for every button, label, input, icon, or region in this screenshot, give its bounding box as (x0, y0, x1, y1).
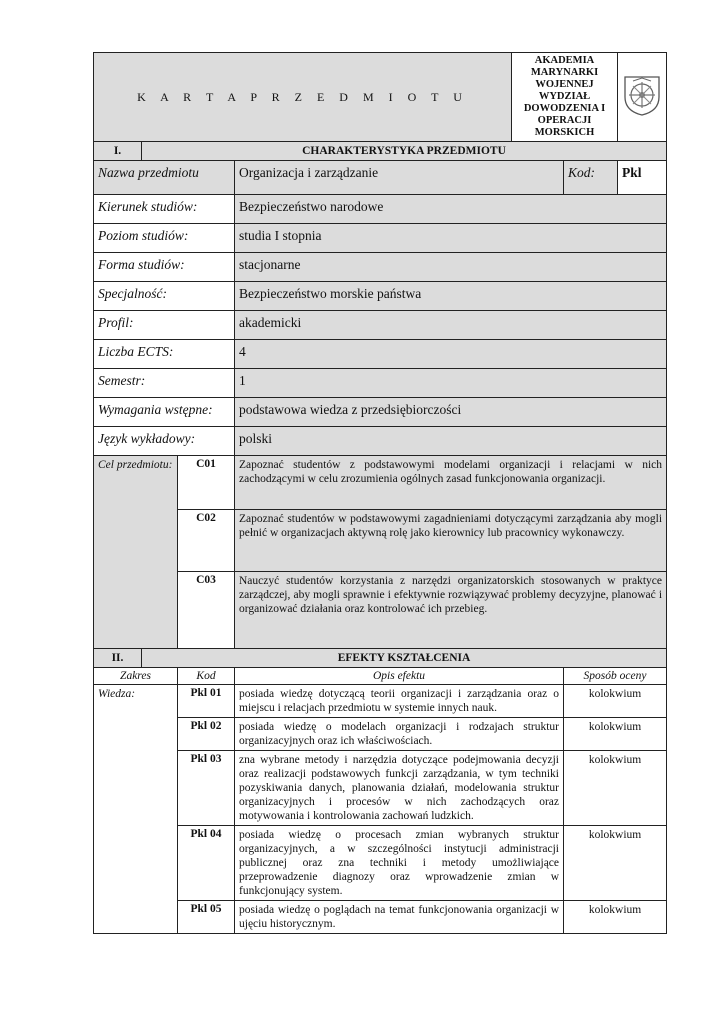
section-1-title: CHARAKTERYSTYKA PRZEDMIOTU (142, 142, 667, 161)
field-label: Specjalność: (94, 282, 235, 311)
effect-code: Pkl 04 (178, 826, 235, 901)
field-label: Profil: (94, 311, 235, 340)
goal-text: Zapoznać studentów z podstawowymi modelami organizacji i relacjami w nich zachodzącymi w celu zrozumienia ogólnych zasad funkcjonowania organizacji. (235, 456, 667, 510)
effect-text: posiada wiedzę o modelach organizacji i rodzajach struktur organizacyjnych oraz ich właściwościach. (235, 718, 564, 751)
effect-assessment: kolokwium (564, 751, 667, 826)
goal-text: Nauczyć studentów korzystania z narzędzi organizatorskich stosowanych w praktyce zarządczej, aby mogli sprawnie i efektywnie rozwiązywać problemy decyzyjne, planować i organizować działania oraz kontrolować ich przebieg. (235, 572, 667, 649)
academy-emblem (618, 53, 667, 142)
effect-code: Pkl 02 (178, 718, 235, 751)
field-value: stacjonarne (235, 253, 667, 282)
field-value: Bezpieczeństwo narodowe (235, 195, 667, 224)
code-header: Kod (178, 668, 235, 685)
institution-line-1: AKADEMIA MARYNARKI WOJENNEJ (530, 55, 599, 90)
field-label: Kierunek studiów: (94, 195, 235, 224)
course-name-value: Organizacja i zarządzanie (235, 161, 564, 195)
field-value: akademicki (235, 311, 667, 340)
field-label: Wymagania wstępne: (94, 398, 235, 427)
academy-emblem-icon (621, 73, 663, 117)
section-2-title: EFEKTY KSZTAŁCENIA (142, 649, 667, 668)
section-1-number: I. (94, 142, 142, 161)
goal-text: Zapoznać studentów w podstawowymi zagadnieniami dotyczącymi zarządzania aby mogli pełnić w organizacjach aktywną rolę jako kierownicy lub pracownicy wykonawczy. (235, 510, 667, 572)
field-value: podstawowa wiedza z przedsiębiorczości (235, 398, 667, 427)
effect-text: posiada wiedzę dotyczącą teorii organizacji i zarządzania oraz o miejscu i relacjach przedmiotu w systemie innych nauk. (235, 685, 564, 718)
effect-code: Pkl 03 (178, 751, 235, 826)
goals-label: Cel przedmiotu: (94, 456, 178, 649)
field-value: 1 (235, 369, 667, 398)
field-value: polski (235, 427, 667, 456)
scope-header: Zakres (94, 668, 178, 685)
field-label: Poziom studiów: (94, 224, 235, 253)
effect-assessment: kolokwium (564, 718, 667, 751)
effect-assessment: kolokwium (564, 826, 667, 901)
knowledge-label: Wiedza: (94, 685, 178, 934)
field-value: studia I stopnia (235, 224, 667, 253)
document-title: K A R T A P R Z E D M I O T U (94, 53, 512, 142)
description-header: Opis efektu (235, 668, 564, 685)
effect-text: posiada wiedzę o poglądach na temat funkcjonowania organizacji w ujęciu historycznym. (235, 901, 564, 934)
field-label: Język wykładowy: (94, 427, 235, 456)
field-value: 4 (235, 340, 667, 369)
effect-code: Pkl 01 (178, 685, 235, 718)
goal-code: C01 (178, 456, 235, 510)
effect-assessment: kolokwium (564, 901, 667, 934)
institution-name (512, 53, 618, 142)
field-value: Bezpieczeństwo morskie państwa (235, 282, 667, 311)
course-code-label: Kod: (564, 161, 618, 195)
effect-text: posiada wiedzę o procesach zmian wybranych struktur organizacyjnych, a w szczególności instytucji administracji publicznej oraz zna techniki i metody umożliwiające przeprowadzenie diagnozy oraz wprowadzenie zmian w funkcjonujący system. (235, 826, 564, 901)
course-name-label: Nazwa przedmiotu (94, 161, 235, 195)
institution-line-2: WYDZIAŁ DOWODZENIA I OPERACJI MORSKICH (523, 91, 606, 138)
assessment-header: Sposób oceny (564, 668, 667, 685)
field-label: Liczba ECTS: (94, 340, 235, 369)
goal-code: C02 (178, 510, 235, 572)
effect-assessment: kolokwium (564, 685, 667, 718)
effect-code: Pkl 05 (178, 901, 235, 934)
goal-code: C03 (178, 572, 235, 649)
effect-text: zna wybrane metody i narzędzia dotyczące podejmowania decyzji oraz realizacji podstawowych funkcji zarządzania, w tym techniki pozyskiwania danych, planowania działań, modelowania struktur organizacyjnych i procesów w nich zachodzących oraz motywowania i kontrolowania zachowań ludzkich. (235, 751, 564, 826)
course-card-table (93, 52, 667, 934)
course-code-value: Pkl (618, 161, 667, 195)
field-label: Semestr: (94, 369, 235, 398)
course-card (93, 52, 666, 934)
field-label: Forma studiów: (94, 253, 235, 282)
section-2-number: II. (94, 649, 142, 668)
